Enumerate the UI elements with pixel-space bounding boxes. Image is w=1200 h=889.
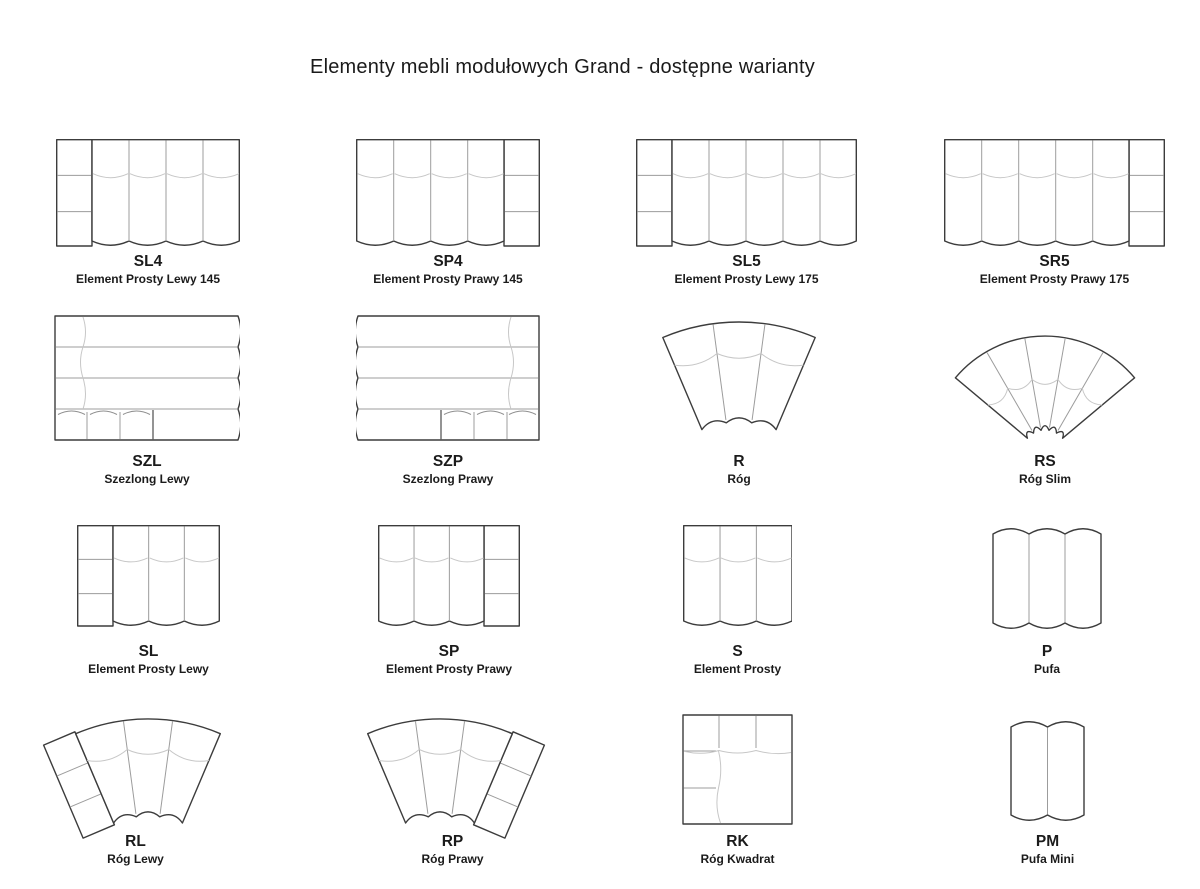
module-rl: [33, 712, 238, 872]
module-name: Pufa Mini: [1020, 852, 1075, 866]
module-name: Element Prosty Lewy 145: [75, 272, 221, 286]
chaise-left-icon: [54, 315, 240, 441]
module-code: SZP: [432, 453, 464, 470]
sofa-straight-left-3-icon: [77, 525, 220, 628]
module-name: Szezlong Lewy: [104, 472, 190, 486]
module-sl: [77, 525, 220, 682]
module-name: Pufa: [1033, 662, 1060, 676]
module-code: RK: [726, 833, 749, 850]
module-name: Element Prosty Lewy: [88, 662, 209, 676]
module-code: SL4: [133, 253, 163, 270]
module-code: SP4: [433, 253, 463, 270]
module-s: [683, 525, 792, 682]
module-name: Element Prosty Prawy: [385, 662, 513, 676]
module-name: Róg Kwadrat: [700, 852, 775, 866]
module-szl: [54, 315, 240, 492]
module-code: SZL: [132, 453, 162, 470]
module-pm: [1010, 716, 1085, 872]
module-rp: [350, 712, 555, 872]
module-name: Róg Slim: [1018, 472, 1071, 486]
corner-square-icon: [682, 714, 793, 825]
module-r: [644, 314, 834, 492]
module-sl4: [56, 139, 240, 292]
sofa-straight-right-4-icon: [356, 139, 540, 248]
module-name: Róg Prawy: [421, 852, 484, 866]
module-code: SP: [438, 643, 460, 660]
module-name: Róg: [727, 472, 751, 486]
module-rk: [682, 714, 793, 872]
sofa-straight-right-5-icon: [944, 139, 1165, 248]
module-sr5: [944, 139, 1165, 292]
page-title: Elementy mebli modułowych Grand - dostępne warianty: [310, 56, 815, 78]
module-szp: [356, 315, 540, 492]
module-name: Róg Lewy: [107, 852, 164, 866]
module-code: SR5: [1039, 253, 1070, 270]
module-code: PM: [1035, 833, 1060, 850]
module-name: Szezlong Prawy: [402, 472, 494, 486]
module-code: RL: [125, 833, 146, 850]
corner-right-arm-icon: [350, 712, 555, 840]
module-sp4: [356, 139, 540, 292]
sofa-straight-left-4-icon: [56, 139, 240, 248]
module-code: S: [732, 643, 743, 660]
sofa-straight-3-icon: [683, 525, 792, 628]
module-name: Element Prosty: [693, 662, 782, 676]
module-sp: [378, 525, 520, 682]
module-name: Element Prosty Prawy 175: [979, 272, 1130, 286]
module-name: Element Prosty Lewy 175: [674, 272, 819, 286]
module-code: R: [733, 453, 745, 470]
corner-left-arm-icon: [33, 712, 238, 840]
module-sl5: [636, 139, 857, 292]
module-rs: [950, 318, 1140, 492]
module-code: RP: [441, 833, 464, 850]
corner-slim-icon: [950, 318, 1140, 444]
module-code: RS: [1034, 453, 1056, 470]
module-code: P: [1041, 643, 1053, 660]
module-code: SL5: [732, 253, 761, 270]
chaise-right-icon: [356, 315, 540, 441]
pouf-icon: [992, 523, 1102, 634]
module-p: [992, 523, 1102, 682]
module-name: Element Prosty Prawy 145: [373, 272, 523, 286]
module-code: SL: [138, 643, 159, 660]
sofa-straight-right-3-icon: [378, 525, 520, 628]
pouf-mini-icon: [1010, 716, 1085, 826]
sofa-straight-left-5-icon: [636, 139, 857, 248]
corner-icon: [644, 314, 834, 436]
